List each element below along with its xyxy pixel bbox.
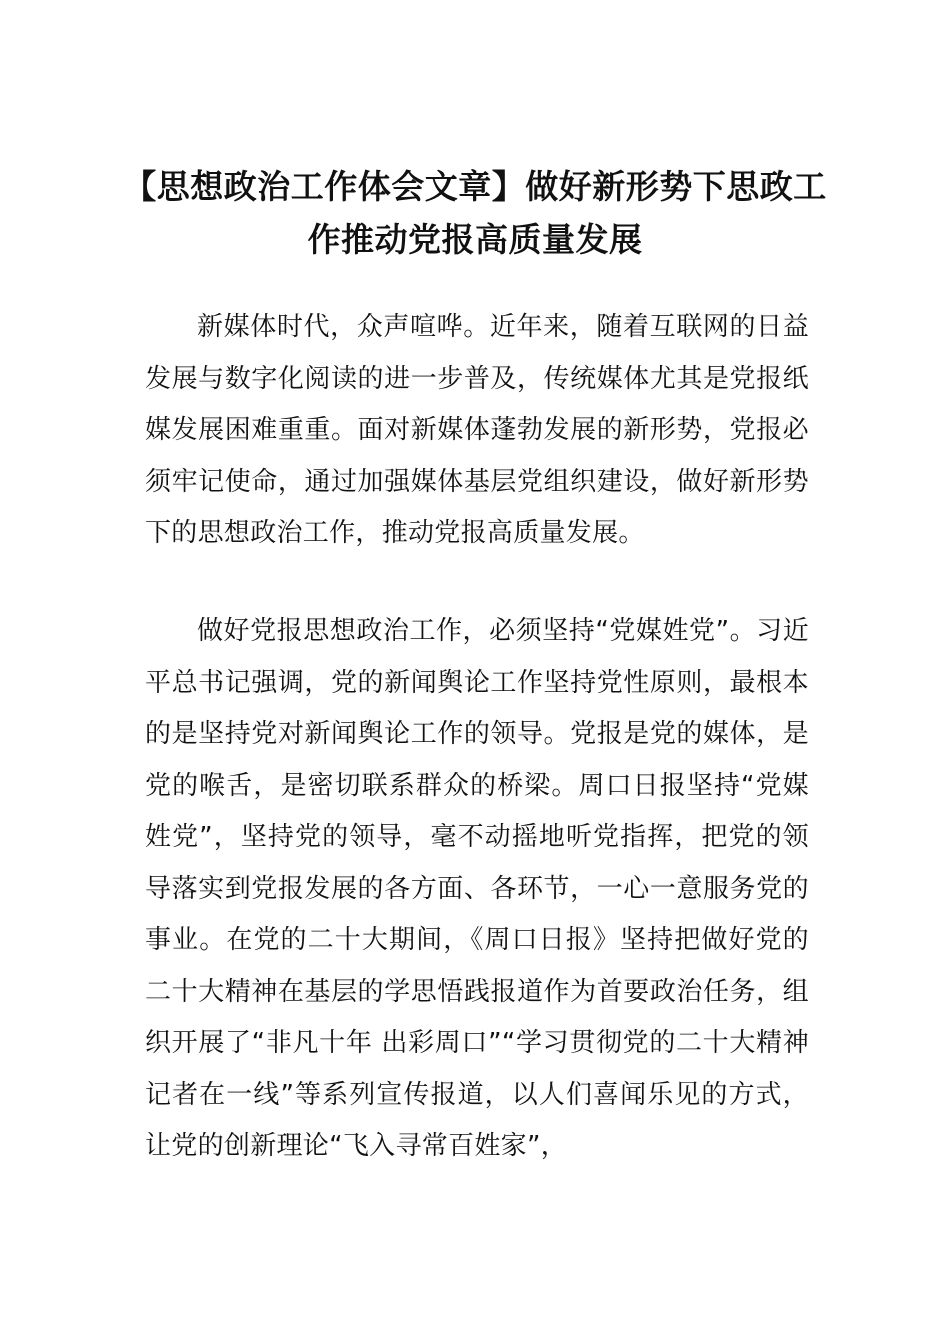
body-paragraph-2: 做好党报思想政治工作，必须坚持“党媒姓党”。习近平总书记强调，党的新闻舆论工作坚持党性原则，最根本的是坚持党对新闻舆论工作的领导。党报是党的媒体，是党的喉舌，是密切联系群众的桥梁。周口日报坚持“党媒姓党”，坚持党的领导，毫不动摇地听党指挥，把党的领导落实到党报发展的各方面、各环节，一心一意服务党的事业。在党的二十大期间，《周口日报》坚持把做好党的二十大精神在基层的学思悟践报道作为首要政治任务，组织开展了“非凡十年 出彩周口”“学习贯彻党的二十大精神记者在一线”等系列宣传报道，以人们喜闻乐见的方式，让党的创新理论“飞入寻常百姓家”， bbox=[145, 616, 809, 1161]
body-paragraph-1: 新媒体时代，众声喧哗。近年来，随着互联网的日益发展与数字化阅读的进一步普及，传统媒体尤其是党报纸媒发展困难重重。面对新媒体蓬勃发展的新形势，党报必须牢记使命，通过加强媒体基层党组织建设，做好新形势下的思想政治工作，推动党报高质量发展。 bbox=[145, 312, 809, 548]
document-title: 【思想政治工作体会文章】做好新形势下思政工作推动党报高质量发展 bbox=[123, 167, 827, 259]
